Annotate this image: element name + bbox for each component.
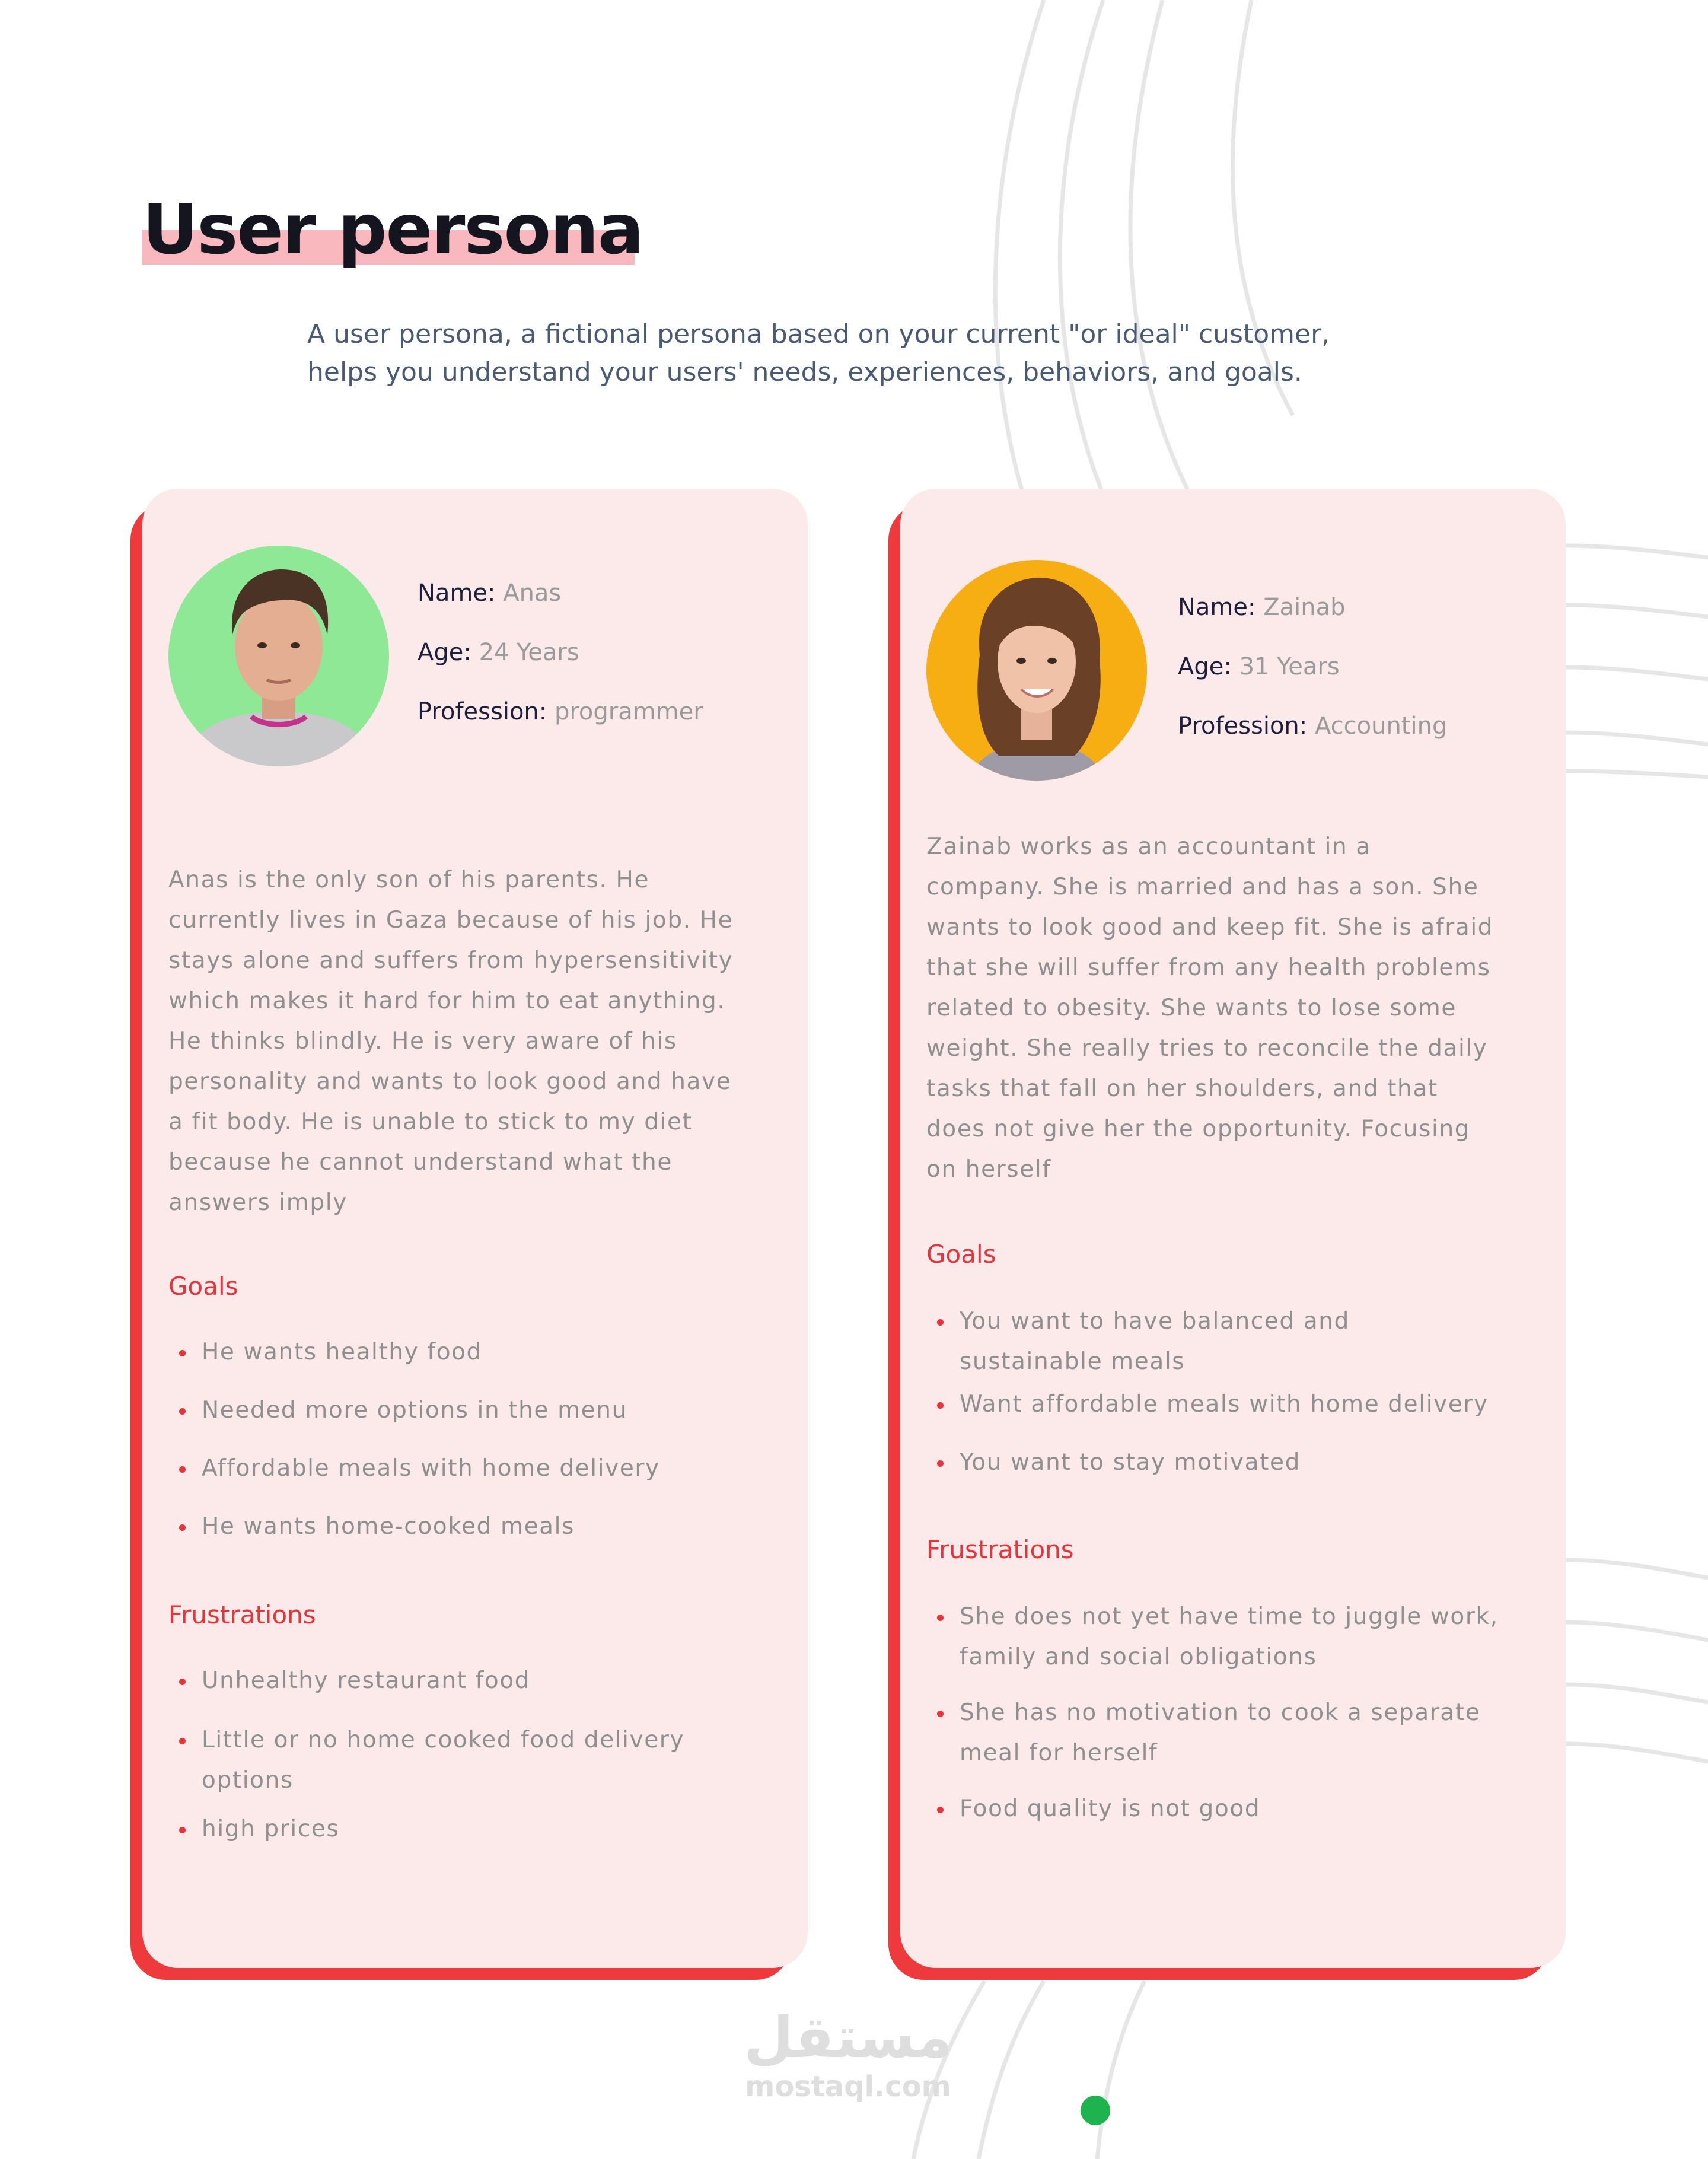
name-value: Anas: [503, 579, 562, 607]
page-title-block: [142, 189, 643, 271]
bio-line: personality and wants to look good and have: [168, 1068, 732, 1095]
list-item: [924, 1789, 1553, 1829]
watermark-arabic: مستقل: [744, 2004, 952, 2071]
info-age: [1178, 637, 1447, 696]
bio-line: does not give her the opportunity. Focusing: [926, 1116, 1471, 1142]
intro-line: A user persona, a fictional persona based on your current "or ideal" customer,: [307, 319, 1330, 349]
page-title: User persona: [142, 190, 643, 270]
name-label: Name:: [1178, 594, 1256, 621]
bio-line: wants to look good and keep fit. She is afraid: [926, 914, 1494, 941]
frustrations-heading: Frustrations: [168, 1600, 316, 1629]
bio-line: Anas is the only son of his parents. He: [168, 867, 650, 893]
goal-text: Affordable meals with home delivery: [202, 1455, 660, 1482]
green-dot-icon: [1081, 2096, 1110, 2125]
mostaql-watermark: [718, 2005, 979, 2103]
age-label: Age:: [1178, 653, 1232, 680]
bio-line: on herself: [926, 1156, 1051, 1183]
profession-value: Accounting: [1314, 712, 1448, 740]
bio-line: company. She is married and has a son. She: [926, 874, 1479, 900]
list-item: [166, 1720, 795, 1801]
intro-paragraph: [307, 316, 1434, 391]
list-item: [924, 1693, 1553, 1773]
goal-text: Needed more options in the menu: [202, 1397, 627, 1424]
profession-label: Profession:: [1178, 712, 1308, 740]
frustration-text: options: [202, 1767, 294, 1794]
frustration-text: family and social obligations: [960, 1644, 1317, 1670]
goal-text: Want affordable meals with home delivery: [960, 1391, 1489, 1418]
avatar: [926, 560, 1147, 781]
persona-card-zainab: [900, 489, 1566, 1968]
profession-value: programmer: [554, 698, 703, 725]
list-item: [166, 1809, 795, 1849]
list-item: [924, 1301, 1553, 1382]
avatar: [168, 546, 389, 766]
age-value: 24 Years: [479, 639, 579, 666]
persona-info: [418, 563, 703, 741]
age-value: 31 Years: [1239, 653, 1340, 680]
bio-line: He thinks blindly. He is very aware of his: [168, 1028, 677, 1055]
goal-text: sustainable meals: [960, 1348, 1186, 1375]
list-item: [924, 1442, 1553, 1483]
frustration-text: She does not yet have time to juggle work,: [960, 1603, 1499, 1630]
name-value: Zainab: [1263, 594, 1346, 621]
persona-card-anas: [142, 489, 808, 1968]
info-age: [418, 623, 703, 682]
bio-line: currently lives in Gaza because of his job. He: [168, 907, 734, 934]
goals-list: [166, 1332, 795, 1547]
info-profession: [418, 682, 703, 741]
goal-text: He wants home-cooked meals: [202, 1513, 575, 1540]
woman-portrait-icon: [926, 560, 1147, 781]
frustration-text: high prices: [202, 1816, 340, 1842]
bio-line: which makes it hard for him to eat anything.: [168, 988, 726, 1014]
list-item: [166, 1507, 795, 1547]
list-item: [166, 1332, 795, 1373]
goals-heading: Goals: [926, 1240, 996, 1269]
bio-line: that she will suffer from any health problems: [926, 954, 1491, 981]
frustration-text: Little or no home cooked food delivery: [202, 1727, 685, 1753]
bio-line: tasks that fall on her shoulders, and that: [926, 1075, 1438, 1102]
bio-line: stays alone and suffers from hypersensitivity: [168, 947, 734, 974]
name-label: Name:: [418, 579, 496, 607]
info-name: [1178, 578, 1447, 637]
bio-line: answers imply: [168, 1189, 348, 1216]
bio-line: a fit body. He is unable to stick to my diet: [168, 1109, 693, 1135]
bio-line: because he cannot understand what the: [168, 1149, 673, 1176]
man-portrait-icon: [168, 546, 389, 766]
age-label: Age:: [418, 639, 471, 666]
bio-line: weight. She really tries to reconcile the daily: [926, 1035, 1488, 1062]
list-item: [924, 1597, 1553, 1677]
list-item: [166, 1390, 795, 1431]
goal-text: You want to stay motivated: [960, 1449, 1301, 1476]
bio-line: Zainab works as an accountant in a: [926, 833, 1371, 860]
frustration-text: Unhealthy restaurant food: [202, 1667, 531, 1694]
list-item: [166, 1448, 795, 1489]
list-item: [924, 1384, 1553, 1425]
goal-text: You want to have balanced and: [960, 1308, 1350, 1335]
persona-bio: [168, 860, 785, 1223]
goals-heading: Goals: [168, 1272, 238, 1301]
intro-line: helps you understand your users' needs, experiences, behaviors, and goals.: [307, 357, 1302, 387]
frustrations-list: [166, 1661, 795, 1849]
list-item: [166, 1661, 795, 1701]
persona-bio: [926, 827, 1543, 1190]
bio-line: related to obesity. She wants to lose some: [926, 995, 1457, 1021]
goals-list: [924, 1301, 1553, 1483]
info-name: [418, 563, 703, 623]
frustrations-list: [924, 1597, 1553, 1829]
goal-text: He wants healthy food: [202, 1339, 482, 1365]
frustrations-heading: Frustrations: [926, 1535, 1074, 1564]
persona-info: [1178, 578, 1447, 756]
frustration-text: She has no motivation to cook a separate: [960, 1699, 1481, 1726]
info-profession: [1178, 696, 1447, 756]
watermark-latin: mostaql.com: [745, 2070, 951, 2103]
frustration-text: Food quality is not good: [960, 1795, 1261, 1822]
profession-label: Profession:: [418, 698, 547, 725]
frustration-text: meal for herself: [960, 1740, 1158, 1766]
